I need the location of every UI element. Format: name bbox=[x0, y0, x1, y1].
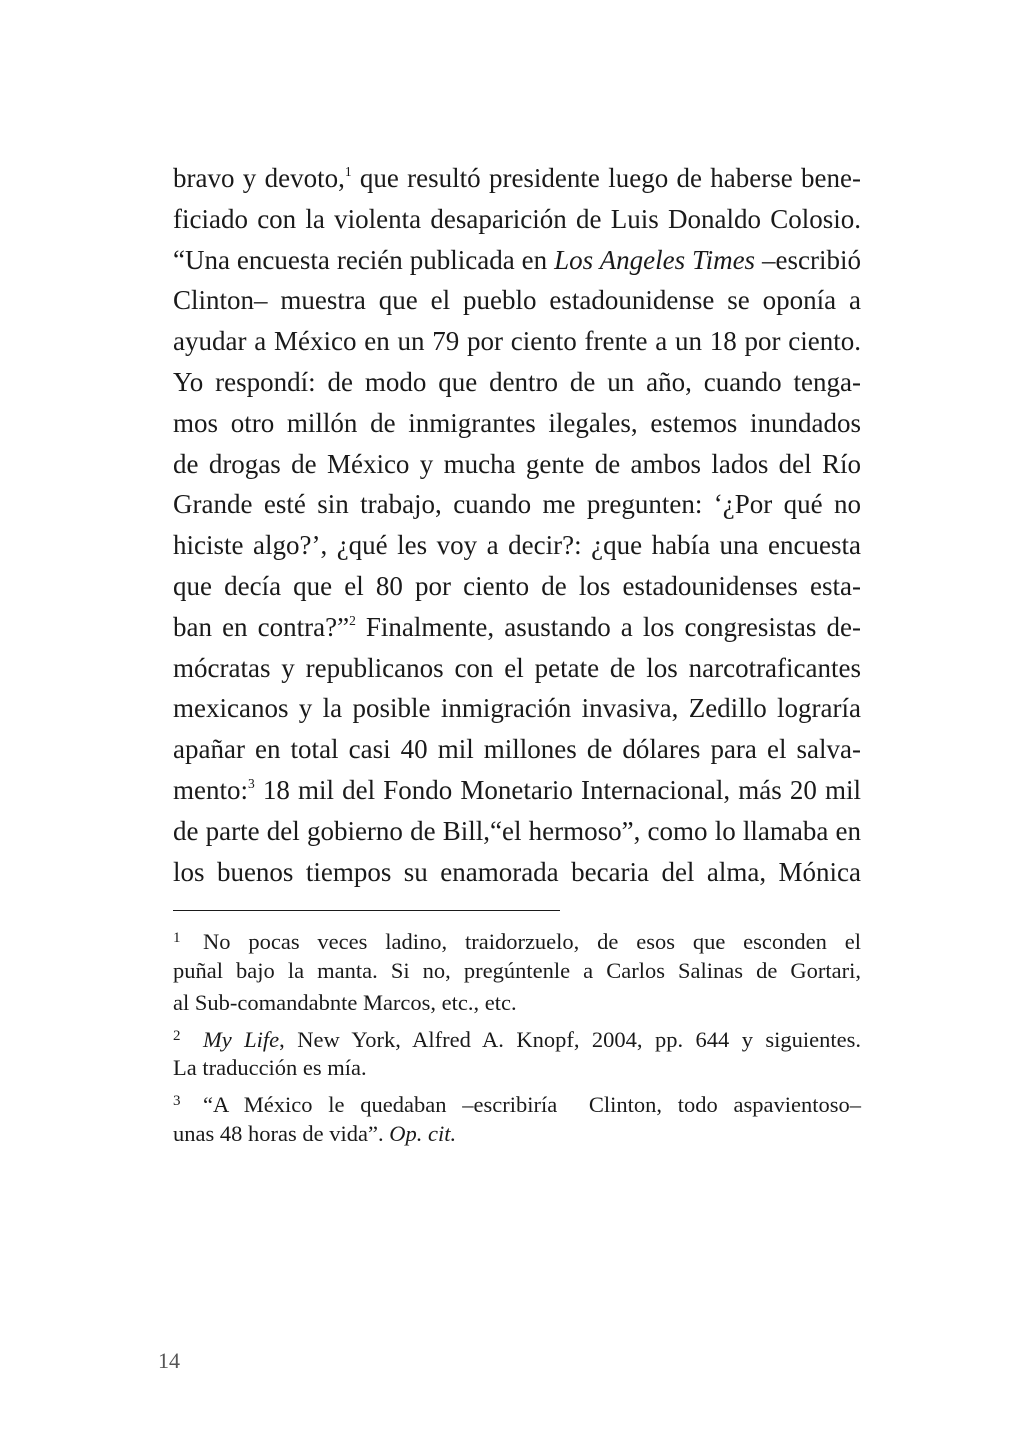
text-line: apañar en total casi 40 mil millones de dólares para el salva- bbox=[173, 734, 861, 765]
footnote-number: 3 bbox=[173, 1092, 181, 1109]
text-line: mexicanos y la posible inmigración invasiva, Zedillo lograría bbox=[173, 693, 861, 724]
footnote-number: 2 bbox=[173, 1027, 181, 1044]
footnote-2-line: La traducción es mía. bbox=[173, 1055, 367, 1081]
text-line: de drogas de México y mucha gente de ambos lados del Río bbox=[173, 448, 861, 479]
text-line: los buenos tiempos su enamorada becaria del alma, Mónica bbox=[173, 856, 861, 887]
footnote-divider bbox=[173, 910, 560, 911]
body-text bbox=[173, 158, 861, 892]
footnote-3-line: unas 48 horas de vida”. Op. cit. bbox=[173, 1120, 457, 1146]
text-line: bravo y devoto,$^1$ que resultó presidente luego de haberse bene- bbox=[173, 163, 861, 193]
text-line: de parte del gobierno de Bill,“el hermoso”, como lo llamaba en bbox=[173, 815, 861, 846]
text-line: mócratas y republicanos con el petate de los narcotraficantes bbox=[173, 652, 861, 683]
text-line: ayudar a México en un 79 por ciento frente a un 18 por ciento. bbox=[173, 326, 861, 357]
footnotes bbox=[173, 922, 861, 1150]
footnote-1-line: al Sub-comandabnte Marcos, etc., etc. bbox=[173, 990, 517, 1016]
text-line: que decía que el 80 por ciento de los estadounidenses esta- bbox=[173, 570, 861, 601]
text-line: mos otro millón de inmigrantes ilegales, estemos inundados bbox=[173, 407, 861, 438]
footnote-ref-2[interactable]: 2 bbox=[349, 612, 356, 628]
footnote-1: 1 No pocas veces ladino, traidorzuelo, de esos que esconden el bbox=[173, 922, 861, 955]
footnote-2: 2 My Life, New York, Alfred A. Knopf, 2004, pp. 644 y siguientes. bbox=[173, 1020, 861, 1053]
footnote-ref-3[interactable]: 3 bbox=[248, 776, 255, 792]
text-line: hiciste algo?’, ¿qué les voy a decir?: ¿que había una encuesta bbox=[173, 530, 861, 561]
text-line: Grande esté sin trabajo, cuando me pregunten: ‘¿Por qué no bbox=[173, 489, 861, 520]
page-number: 14 bbox=[158, 1348, 180, 1373]
footnote-ref-1[interactable]: 1 bbox=[344, 164, 352, 180]
text-line: ban en contra?”$^2$ Finalmente, asustando a los congresistas de- bbox=[173, 611, 861, 642]
text-line: ficiado con la violenta desaparición de Luis Donaldo Colosio. bbox=[173, 203, 861, 234]
text-line: Clinton– muestra que el pueblo estadounidense se oponía a bbox=[173, 285, 861, 316]
footnote-3: 3 “A México le quedaban –escribiría Clinton, todo aspavientoso– bbox=[173, 1085, 861, 1118]
footnote-number: 1 bbox=[173, 930, 181, 946]
text-line: mento:$^3$ 18 mil del Fondo Monetario Internacional, más 20 mil bbox=[173, 774, 861, 805]
text-line: “Una encuesta recién publicada en Los Angeles Times –escribió bbox=[173, 244, 861, 275]
footnote-1-line: puñal bajo la manta. Si no, pregúntenle a Carlos Salinas de Gortari, bbox=[173, 957, 861, 983]
text-line: Yo respondí: de modo que dentro de un año, cuando tenga- bbox=[173, 366, 861, 397]
